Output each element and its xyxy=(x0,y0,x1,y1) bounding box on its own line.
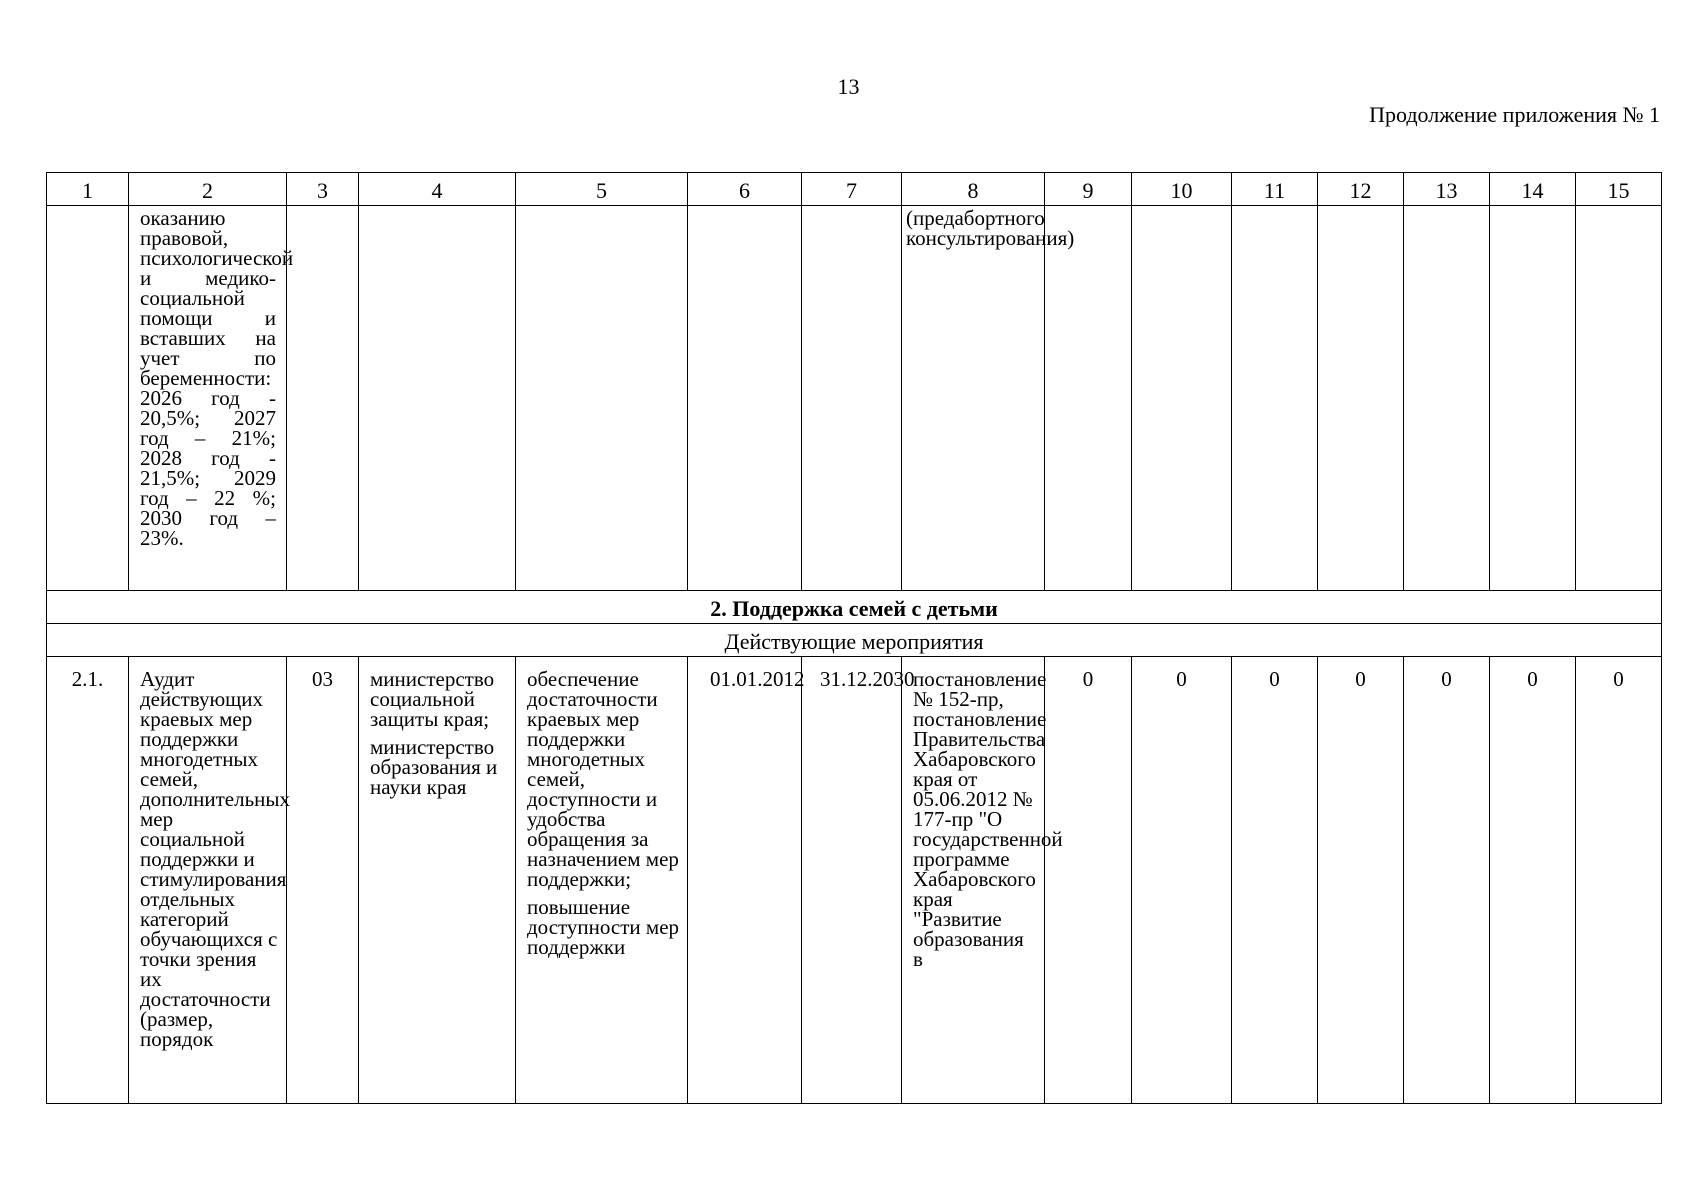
header-cell: 4 xyxy=(359,173,516,206)
header-cell: 14 xyxy=(1490,173,1576,206)
table-cell xyxy=(516,206,688,591)
table-cell xyxy=(359,206,516,591)
result-text: обеспечение достаточности краевых мер поддержки многодетных семей, доступности и удобства обращения за назначением мер поддержки; xyxy=(527,667,679,891)
row-number: 2.1. xyxy=(47,657,129,1104)
end-date: 31.12.2030 xyxy=(802,657,902,1104)
value-cell: 0 xyxy=(1045,657,1132,1104)
continuation-row xyxy=(47,206,1662,591)
table-row xyxy=(47,657,1662,1104)
result-text: повышение доступности мер поддержки xyxy=(527,895,680,959)
value-cell: 0 xyxy=(1404,657,1490,1104)
table-cell xyxy=(287,206,359,591)
value-cell: 0 xyxy=(1232,657,1318,1104)
start-date: 01.01.2012 xyxy=(688,657,802,1104)
executor-text: министерство образования и науки края xyxy=(370,735,498,799)
basis-text-cell: (предабортного консультирования) xyxy=(902,206,1045,591)
header-cell: 15 xyxy=(1576,173,1662,206)
table-cell xyxy=(1576,206,1662,591)
header-cell: 13 xyxy=(1404,173,1490,206)
header-cell: 3 xyxy=(287,173,359,206)
section-title: 2. Поддержка семей с детьми xyxy=(47,591,1662,624)
subsection-row xyxy=(47,624,1662,657)
header-cell: 2 xyxy=(129,173,287,206)
value-cell: 0 xyxy=(1318,657,1404,1104)
table-cell xyxy=(688,206,802,591)
page-number: 13 xyxy=(837,74,860,99)
header-cell: 1 xyxy=(47,173,129,206)
table-cell xyxy=(1318,206,1404,591)
header-cell: 9 xyxy=(1045,173,1132,206)
value-cell: 0 xyxy=(1576,657,1662,1104)
table-cell xyxy=(47,206,129,591)
table-cell xyxy=(1232,206,1318,591)
header-cell: 6 xyxy=(688,173,802,206)
indicator-text-cell: оказанию правовой, психологической и медико-социальной помощи и вставших на учет по беременности: 2026 год - 20,5%; 2027 год – 21%; 2028 год - 21,5%; 2029 год – 22 %; 2030 год – 23%. xyxy=(129,206,287,591)
header-cell: 5 xyxy=(516,173,688,206)
measure-name: Аудит действующих краевых мер поддержки многодетных семей, дополнительных мер социальной поддержки и стимулирования отдельных категорий обучающихся с точки зрения их достаточности (размер, порядок xyxy=(129,657,287,1104)
executor-cell xyxy=(359,657,516,1104)
header-cell: 8 xyxy=(902,173,1045,206)
header-cell: 11 xyxy=(1232,173,1318,206)
subsection-title: Действующие мероприятия xyxy=(47,624,1662,657)
value-cell: 0 xyxy=(1490,657,1576,1104)
executor-text: министерство социальной защиты края; xyxy=(370,667,495,731)
section-row xyxy=(47,591,1662,624)
table-cell xyxy=(802,206,902,591)
basis-cell: постановление № 152-пр, постановление Правительства Хабаровского края от 05.06.2012 № 177-пр "О государственной программе Хабаровского края "Развитие образования в xyxy=(902,657,1045,1104)
header-cell: 12 xyxy=(1318,173,1404,206)
code-cell: 03 xyxy=(287,657,359,1104)
value-cell: 0 xyxy=(1132,657,1232,1104)
program-table xyxy=(46,172,1662,1104)
annex-note: Продолжение приложения № 1 xyxy=(1369,102,1660,127)
table-cell xyxy=(1404,206,1490,591)
header-cell: 10 xyxy=(1132,173,1232,206)
table-cell xyxy=(1045,206,1132,591)
table-cell xyxy=(1132,206,1232,591)
table-cell xyxy=(1490,206,1576,591)
header-row xyxy=(47,173,1662,206)
header-cell: 7 xyxy=(802,173,902,206)
result-cell xyxy=(516,657,688,1104)
